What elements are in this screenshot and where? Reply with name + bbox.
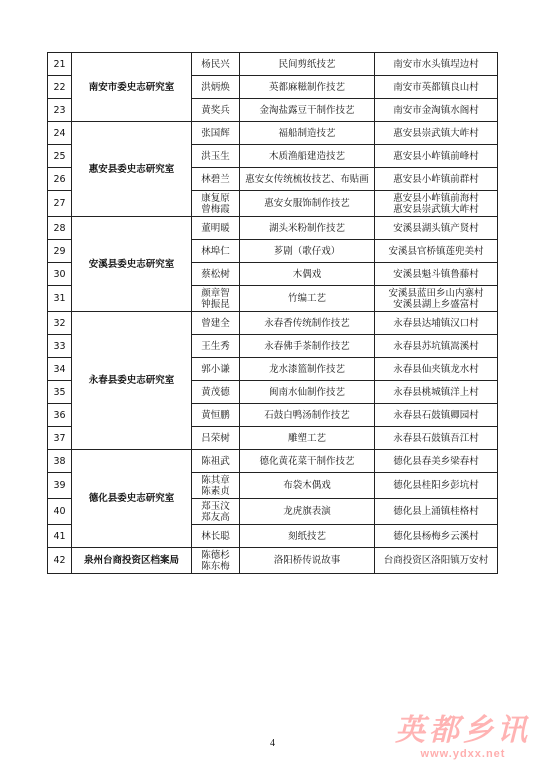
inheritor-name: 董明暖 [201,222,230,234]
heritage-project: 石鼓白鸭汤制作技艺 [240,404,375,427]
heritage-project: 民间剪纸技艺 [240,53,375,76]
location [375,168,498,191]
location-line: 台商投资区洛阳镇万安村 [383,555,489,566]
heritage-project: 永春佛手茶制作技艺 [240,335,375,358]
page-number: 4 [270,738,275,749]
table-body [48,53,498,574]
location-line: 安溪县魁斗镇鲁藤村 [393,268,479,280]
location [375,404,498,427]
heritage-project: 雕塑工艺 [240,427,375,450]
heritage-project: 刻纸技艺 [240,525,375,548]
inheritor-names [192,76,240,99]
row-number: 21 [48,53,72,76]
location [375,473,498,499]
location-line: 德化县桂阳乡彭坑村 [393,480,479,491]
heritage-project: 龙虎旗表演 [240,499,375,525]
inheritor-names [192,217,240,240]
heritage-project: 金淘盐露豆干制作技艺 [240,99,375,122]
location [375,145,498,168]
inheritor-name: 黄恒鹏 [201,409,230,421]
inheritor-names [192,499,240,525]
row-number: 28 [48,217,72,240]
watermark-url: www.ydxx.net [420,748,506,760]
row-number: 24 [48,122,72,145]
inheritor-names [192,99,240,122]
row-number: 36 [48,404,72,427]
location-line: 永春县苏坑镇嵩溪村 [393,340,479,352]
location [375,76,498,99]
inheritor-name: 张国辉 [201,127,230,139]
location [375,312,498,335]
inheritor-name: 郑玉汶 [201,500,230,512]
row-number: 41 [48,525,72,548]
inheritor-name: 林长聪 [201,530,230,542]
location-line: 永春县石鼓镇吾江村 [393,432,479,444]
inheritor-name: 杨民兴 [201,58,230,70]
inheritor-names [192,263,240,286]
table-row [48,122,498,145]
location-line: 安溪县官桥镇莲兜美村 [388,245,484,257]
heritage-project: 英都麻糍制作技艺 [240,76,375,99]
inheritor-name: 钟振昆 [201,298,230,310]
location [375,450,498,473]
row-number: 26 [48,168,72,191]
inheritor-name: 曾梅霞 [201,203,230,215]
heritage-project: 布袋木偶戏 [240,473,375,499]
inheritor-names [192,548,240,574]
recommending-unit: 南安市委史志研究室 [72,53,192,122]
location-line: 安溪县湖上乡盛富村 [393,298,479,310]
inheritor-name: 蔡松树 [201,268,230,280]
row-number: 23 [48,99,72,122]
location [375,358,498,381]
location [375,240,498,263]
location-line: 南安市英都镇良山村 [393,81,479,93]
location [375,381,498,404]
location-line: 永春县桃城镇洋上村 [393,386,479,398]
recommending-unit: 安溪县委史志研究室 [72,217,192,312]
row-number: 27 [48,191,72,217]
row-number: 40 [48,499,72,525]
inheritor-name: 林埠仁 [201,245,230,257]
row-number: 30 [48,263,72,286]
location-line: 惠安县崇武镇大岞村 [393,127,479,139]
inheritor-names [192,286,240,312]
location [375,499,498,525]
location [375,263,498,286]
row-number: 34 [48,358,72,381]
inheritor-names [192,525,240,548]
heritage-inheritors-table [47,52,498,574]
recommending-unit: 永春县委史志研究室 [72,312,192,450]
row-number: 35 [48,381,72,404]
heritage-project: 惠安女传统梳妆技艺、布贴画 [240,168,375,191]
row-number: 22 [48,76,72,99]
row-number: 33 [48,335,72,358]
table-row [48,548,498,574]
inheritor-name: 黄茂德 [201,386,230,398]
heritage-project: 木质渔船建造技艺 [240,145,375,168]
row-number: 38 [48,450,72,473]
site-watermark [395,714,531,760]
inheritor-names [192,53,240,76]
heritage-project: 永春香传统制作技艺 [240,312,375,335]
location [375,217,498,240]
heritage-project: 竹编工艺 [240,286,375,312]
inheritor-names [192,145,240,168]
inheritor-name: 林碧兰 [201,173,230,185]
inheritor-name: 颜章智 [201,287,230,299]
inheritor-name: 陈东梅 [201,560,230,572]
inheritor-names [192,240,240,263]
inheritor-name: 王生秀 [201,340,230,352]
location-line: 惠安县小岞镇前峰村 [393,150,479,162]
heritage-project: 芗剧（歌仔戏） [240,240,375,263]
table-row [48,53,498,76]
heritage-project: 惠安女服饰制作技艺 [240,191,375,217]
location-line: 南安市水头镇埕边村 [393,58,479,70]
location-line: 永春县仙夹镇龙水村 [393,363,479,375]
row-number: 32 [48,312,72,335]
location-line: 安溪县蓝田乡山内寨村 [388,287,484,299]
inheritor-names [192,122,240,145]
location-line: 德化县上涌镇桂格村 [393,506,479,517]
inheritor-names [192,358,240,381]
inheritor-names [192,404,240,427]
inheritor-name: 康复原 [201,192,230,204]
inheritor-name: 陈祖武 [201,455,230,467]
inheritor-names [192,450,240,473]
table-row [48,217,498,240]
recommending-unit: 惠安县委史志研究室 [72,122,192,217]
location [375,99,498,122]
inheritor-name: 郭小谦 [201,363,230,375]
watermark-logo-text: 英都乡讯 [395,713,531,748]
inheritor-names [192,335,240,358]
inheritor-name: 陈德杉 [201,549,230,561]
recommending-unit: 泉州台商投资区档案局 [72,548,192,574]
inheritor-name: 黄奖兵 [201,104,230,116]
inheritor-names [192,191,240,217]
location [375,548,498,574]
heritage-project: 龙水漆篮制作技艺 [240,358,375,381]
inheritor-name: 陈素贞 [201,485,230,497]
inheritor-name: 郑友高 [201,511,230,523]
heritage-project: 湖头米粉制作技艺 [240,217,375,240]
inheritor-name: 洪玉生 [201,150,230,162]
location-line: 德化县杨梅乡云溪村 [393,530,479,542]
location [375,286,498,312]
location-line: 惠安县崇武镇大岞村 [393,203,479,215]
heritage-project: 闽南水仙制作技艺 [240,381,375,404]
inheritor-name: 陈其章 [201,474,230,486]
inheritor-names [192,168,240,191]
table-row [48,450,498,473]
inheritor-names [192,427,240,450]
location-line: 安溪县湖头镇产贤村 [393,222,479,234]
row-number: 29 [48,240,72,263]
heritage-project: 德化黄花菜干制作技艺 [240,450,375,473]
location [375,122,498,145]
location [375,53,498,76]
location-line: 惠安县小岞镇前群村 [393,173,479,185]
location-line: 永春县石鼓镇卿园村 [393,409,479,421]
heritage-project: 木偶戏 [240,263,375,286]
row-number: 42 [48,548,72,574]
inheritor-name: 洪炳焕 [201,81,230,93]
location [375,427,498,450]
inheritor-names [192,381,240,404]
location [375,525,498,548]
heritage-project: 洛阳桥传说故事 [240,548,375,574]
inheritor-name: 曾建全 [201,317,230,329]
inheritor-names [192,312,240,335]
heritage-project: 福船制造技艺 [240,122,375,145]
recommending-unit: 德化县委史志研究室 [72,450,192,548]
inheritor-name: 吕荣树 [201,432,230,444]
table-row [48,312,498,335]
row-number: 37 [48,427,72,450]
row-number: 39 [48,473,72,499]
location [375,335,498,358]
location-line: 南安市金淘镇水阁村 [393,104,479,116]
location [375,191,498,217]
row-number: 31 [48,286,72,312]
inheritor-names [192,473,240,499]
location-line: 惠安县小岞镇前海村 [393,192,479,204]
location-line: 德化县春美乡梁春村 [393,455,479,467]
row-number: 25 [48,145,72,168]
location-line: 永春县达埔镇汉口村 [393,317,479,329]
